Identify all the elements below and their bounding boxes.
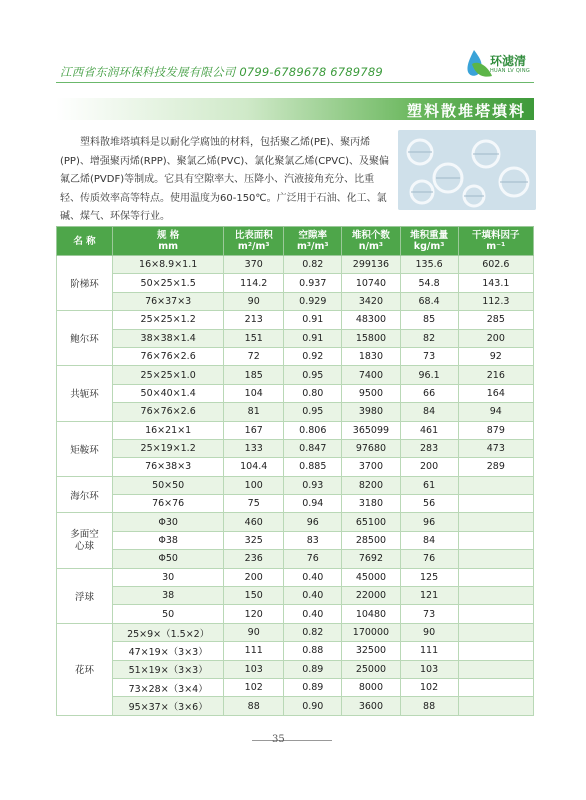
table-cell: 3980 <box>342 403 400 421</box>
table-cell: 100 <box>224 476 284 494</box>
table-cell: 30 <box>113 568 224 586</box>
table-cell: 16×21×1 <box>113 421 224 439</box>
header-divider <box>56 82 534 83</box>
table-cell: 38×38×1.4 <box>113 329 224 347</box>
table-cell: 143.1 <box>458 274 533 292</box>
table-cell: Φ50 <box>113 550 224 568</box>
table-cell: 25×25×1.2 <box>113 311 224 329</box>
table-cell: 289 <box>458 458 533 476</box>
table-cell: 32500 <box>342 642 400 660</box>
table-body <box>57 256 534 716</box>
table-cell: 75 <box>224 495 284 513</box>
table-cell: 25×19×1.2 <box>113 439 224 457</box>
table-cell: 104 <box>224 384 284 402</box>
table-cell: 461 <box>400 421 458 439</box>
table-cell: 200 <box>400 458 458 476</box>
page-title: 塑料散堆塔填料 <box>406 102 526 120</box>
table-cell: 90 <box>400 623 458 641</box>
table-cell <box>458 660 533 678</box>
table-cell: 0.90 <box>284 697 342 715</box>
table-cell: 45000 <box>342 568 400 586</box>
table-cell: 0.82 <box>284 256 342 274</box>
table-cell: 120 <box>224 605 284 623</box>
table-cell: 72 <box>224 347 284 365</box>
table-cell <box>458 678 533 696</box>
table-cell: 48300 <box>342 311 400 329</box>
table-cell: 151 <box>224 329 284 347</box>
table-cell: 9500 <box>342 384 400 402</box>
table-row <box>57 329 534 347</box>
table-row <box>57 274 534 292</box>
table-cell: 114.2 <box>224 274 284 292</box>
table-cell <box>458 513 533 531</box>
table-row <box>57 292 534 310</box>
company-header: 江西省东润环保科技发展有限公司 0799-6789678 6789789 <box>60 65 383 79</box>
table-cell: 94 <box>458 403 533 421</box>
table-cell: 0.95 <box>284 366 342 384</box>
table-cell: 473 <box>458 439 533 457</box>
table-cell: 0.95 <box>284 403 342 421</box>
table-cell: 73 <box>400 605 458 623</box>
table-cell: 84 <box>400 403 458 421</box>
column-header <box>57 227 113 256</box>
packing-spec-table <box>56 226 534 716</box>
table-cell: 170000 <box>342 623 400 641</box>
table-cell: Φ38 <box>113 531 224 549</box>
table-cell: 25000 <box>342 660 400 678</box>
table-row <box>57 384 534 402</box>
table-cell: 90 <box>224 623 284 641</box>
intro-paragraph: 塑料散堆塔填料是以耐化学腐蚀的材料，包括聚乙烯(PE)、聚丙烯(PP)、增强聚丙烯(RPP)、聚氯乙烯(PVC)、氯化聚氯乙烯(CPVC)、及聚偏氟乙烯(PVDF)等制成。它具有空隙率大、压降小、汽液接角充分、比重轻、传质效率高等特点。使用温度为60-150℃。广泛用于石油、化工、氯碱、煤气、环保等行业。 <box>60 137 389 222</box>
column-header-label: 比表面积 <box>234 230 273 241</box>
table-row <box>57 513 534 531</box>
column-header-unit: mm <box>158 241 179 252</box>
table-cell: 111 <box>400 642 458 660</box>
table-cell: 103 <box>224 660 284 678</box>
table-cell: 83 <box>284 531 342 549</box>
table-cell <box>458 587 533 605</box>
column-header-unit: n/m³ <box>358 241 384 252</box>
table-cell: 50×50 <box>113 476 224 494</box>
table-row <box>57 568 534 586</box>
column-header-label: 规 格 <box>156 230 180 241</box>
table-cell: 73×28×（3×4） <box>113 678 224 696</box>
table-cell: 0.40 <box>284 605 342 623</box>
table-cell: 73 <box>400 347 458 365</box>
table-cell: 0.885 <box>284 458 342 476</box>
table-cell: 0.89 <box>284 660 342 678</box>
table-cell: 88 <box>224 697 284 715</box>
table-cell: 200 <box>458 329 533 347</box>
product-name-cell: 共轭环 <box>57 366 113 421</box>
table-cell: 3180 <box>342 495 400 513</box>
table-cell: 96 <box>284 513 342 531</box>
product-name-cell: 多面空心球 <box>57 513 113 568</box>
table-cell <box>458 605 533 623</box>
table-cell: 0.929 <box>284 292 342 310</box>
table-row <box>57 347 534 365</box>
table-cell: 8000 <box>342 678 400 696</box>
table-row <box>57 403 534 421</box>
table-cell: 76×76×2.6 <box>113 347 224 365</box>
column-header-label: 名 称 <box>73 235 96 247</box>
table-cell: 1830 <box>342 347 400 365</box>
table-cell: 84 <box>400 531 458 549</box>
table-cell: 460 <box>224 513 284 531</box>
table-cell: 28500 <box>342 531 400 549</box>
table-cell: 7692 <box>342 550 400 568</box>
table-cell <box>458 623 533 641</box>
table-row <box>57 458 534 476</box>
table-row <box>57 311 534 329</box>
table-cell: 88 <box>400 697 458 715</box>
table-cell: 96 <box>400 513 458 531</box>
product-name-cell: 鲍尔环 <box>57 311 113 366</box>
table-cell: 66 <box>400 384 458 402</box>
table-row <box>57 495 534 513</box>
table-row <box>57 605 534 623</box>
table-cell: 0.80 <box>284 384 342 402</box>
table-cell: 65100 <box>342 513 400 531</box>
table-cell: 879 <box>458 421 533 439</box>
table-cell: 185 <box>224 366 284 384</box>
table-cell: 0.847 <box>284 439 342 457</box>
table-row <box>57 587 534 605</box>
table-cell: 150 <box>224 587 284 605</box>
table-cell: 133 <box>224 439 284 457</box>
table-cell: 3420 <box>342 292 400 310</box>
table-cell: 285 <box>458 311 533 329</box>
table-cell: 76×76 <box>113 495 224 513</box>
column-header <box>400 227 458 256</box>
table-cell: 25×9×（1.5×2） <box>113 623 224 641</box>
table-cell: 97680 <box>342 439 400 457</box>
table-cell: 22000 <box>342 587 400 605</box>
table-cell: 61 <box>400 476 458 494</box>
column-header-label: 堆积个数 <box>351 230 390 241</box>
table-cell: 0.94 <box>284 495 342 513</box>
table-cell <box>458 550 533 568</box>
table-row <box>57 678 534 696</box>
logo-subtitle: HUAN LV QING <box>490 68 531 74</box>
table-cell: 167 <box>224 421 284 439</box>
table-cell <box>458 568 533 586</box>
column-header <box>113 227 224 256</box>
column-header-unit: m²/m³ <box>237 241 270 252</box>
table-cell: 47×19×（3×3） <box>113 642 224 660</box>
column-header-label: 空隙率 <box>298 230 328 241</box>
table-cell: 325 <box>224 531 284 549</box>
table-cell: 68.4 <box>400 292 458 310</box>
table-cell: 135.6 <box>400 256 458 274</box>
table-cell: Φ30 <box>113 513 224 531</box>
table-cell: 0.89 <box>284 678 342 696</box>
table-cell: 95×37×（3×6） <box>113 697 224 715</box>
product-name-cell: 矩鞍环 <box>57 421 113 476</box>
column-header-unit: m³/m³ <box>296 241 329 252</box>
product-name-cell: 浮球 <box>57 568 113 623</box>
table-row <box>57 256 534 274</box>
table-cell: 0.82 <box>284 623 342 641</box>
table-cell: 213 <box>224 311 284 329</box>
table-cell: 8200 <box>342 476 400 494</box>
table-cell: 103 <box>400 660 458 678</box>
table-cell: 0.806 <box>284 421 342 439</box>
table-cell: 96.1 <box>400 366 458 384</box>
column-header-unit: kg/m³ <box>413 241 445 252</box>
table-cell: 92 <box>458 347 533 365</box>
table-cell: 236 <box>224 550 284 568</box>
table-cell: 90 <box>224 292 284 310</box>
table-cell: 216 <box>458 366 533 384</box>
column-header-label: 干填料因子 <box>472 230 520 241</box>
column-header <box>458 227 533 256</box>
table-cell: 365099 <box>342 421 400 439</box>
table-row <box>57 642 534 660</box>
table-cell <box>458 531 533 549</box>
table-row <box>57 439 534 457</box>
table-cell: 10480 <box>342 605 400 623</box>
table-row <box>57 660 534 678</box>
logo-name: 环滤清 <box>490 54 527 68</box>
column-header-label: 堆积重量 <box>410 230 449 241</box>
table-row <box>57 476 534 494</box>
product-name-cell: 海尔环 <box>57 476 113 513</box>
table-cell: 102 <box>400 678 458 696</box>
table-cell: 16×8.9×1.1 <box>113 256 224 274</box>
table-cell: 25×25×1.0 <box>113 366 224 384</box>
table-cell: 50 <box>113 605 224 623</box>
table-cell: 112.3 <box>458 292 533 310</box>
page-number-divider <box>252 740 332 741</box>
table-cell: 82 <box>400 329 458 347</box>
table-cell: 50×25×1.5 <box>113 274 224 292</box>
table-cell: 121 <box>400 587 458 605</box>
table-cell: 85 <box>400 311 458 329</box>
table-cell: 3700 <box>342 458 400 476</box>
table-cell: 76×76×2.6 <box>113 403 224 421</box>
table-cell: 76 <box>400 550 458 568</box>
table-cell: 76×37×3 <box>113 292 224 310</box>
column-header-unit: m⁻¹ <box>486 241 506 252</box>
table-cell: 0.91 <box>284 311 342 329</box>
page-number: 35 <box>272 734 285 745</box>
table-cell: 54.8 <box>400 274 458 292</box>
table-row <box>57 697 534 715</box>
table-cell <box>458 495 533 513</box>
table-cell: 104.4 <box>224 458 284 476</box>
column-header <box>224 227 284 256</box>
table-cell: 125 <box>400 568 458 586</box>
table-cell: 0.92 <box>284 347 342 365</box>
table-cell: 102 <box>224 678 284 696</box>
table-cell: 76 <box>284 550 342 568</box>
table-cell: 283 <box>400 439 458 457</box>
table-cell: 0.88 <box>284 642 342 660</box>
table-row <box>57 623 534 641</box>
column-header <box>342 227 400 256</box>
table-row <box>57 421 534 439</box>
table-cell: 111 <box>224 642 284 660</box>
product-name-cell: 阶梯环 <box>57 256 113 311</box>
table-cell: 0.93 <box>284 476 342 494</box>
table-row <box>57 550 534 568</box>
table-header-row <box>57 227 534 256</box>
table-cell: 15800 <box>342 329 400 347</box>
table-cell: 0.40 <box>284 568 342 586</box>
table-cell <box>458 642 533 660</box>
table-cell: 299136 <box>342 256 400 274</box>
table-cell <box>458 476 533 494</box>
table-cell: 38 <box>113 587 224 605</box>
table-cell: 0.937 <box>284 274 342 292</box>
table-cell: 602.6 <box>458 256 533 274</box>
product-name-cell: 花环 <box>57 623 113 715</box>
table-cell: 200 <box>224 568 284 586</box>
table-cell: 370 <box>224 256 284 274</box>
table-cell: 7400 <box>342 366 400 384</box>
table-cell: 164 <box>458 384 533 402</box>
table-row <box>57 531 534 549</box>
table-cell: 81 <box>224 403 284 421</box>
table-cell: 10740 <box>342 274 400 292</box>
table-cell: 50×40×1.4 <box>113 384 224 402</box>
table-cell: 76×38×3 <box>113 458 224 476</box>
column-header <box>284 227 342 256</box>
table-cell: 3600 <box>342 697 400 715</box>
table-cell: 0.40 <box>284 587 342 605</box>
table-row <box>57 366 534 384</box>
table-cell: 51×19×（3×3） <box>113 660 224 678</box>
table-cell <box>458 697 533 715</box>
table-cell: 0.91 <box>284 329 342 347</box>
table-cell: 56 <box>400 495 458 513</box>
packing-photo <box>398 130 536 210</box>
